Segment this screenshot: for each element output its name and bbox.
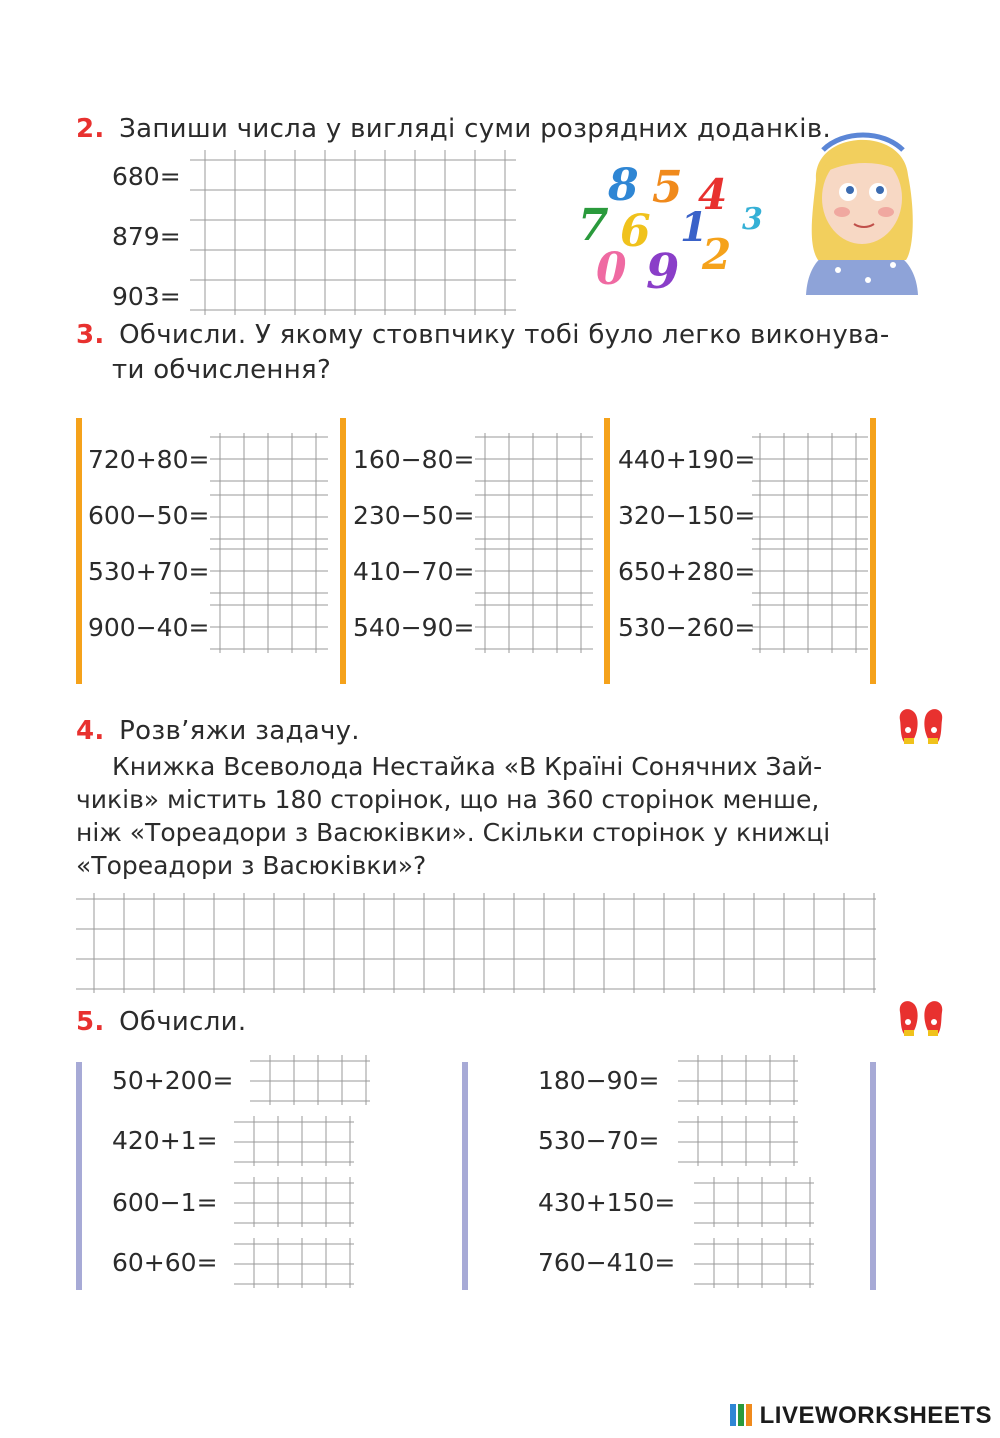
expression: 430+150= bbox=[538, 1188, 676, 1217]
task3-heading bbox=[76, 320, 890, 350]
digit-glyph: 7 bbox=[578, 200, 609, 251]
expression: 440+190= bbox=[618, 445, 756, 474]
expression: 410−70= bbox=[353, 557, 475, 586]
task4-text-line: чиків» містить 180 сторінок, що на 360 сторінок менше, bbox=[76, 785, 820, 814]
expression: 530+70= bbox=[88, 557, 210, 586]
mittens-icon bbox=[896, 998, 946, 1040]
task5-heading bbox=[76, 1007, 246, 1037]
column-divider bbox=[462, 1062, 468, 1290]
task2-row-label: 903= bbox=[112, 282, 181, 311]
task3-answer-input[interactable] bbox=[760, 440, 856, 474]
task3-number: 3. bbox=[76, 320, 105, 350]
task2-answer-input[interactable] bbox=[205, 280, 505, 314]
task4-problem-text bbox=[76, 750, 876, 882]
girl-illustration bbox=[798, 120, 923, 298]
digit-glyph: 3 bbox=[742, 202, 763, 237]
task2-row-label: 680= bbox=[112, 162, 181, 191]
task5-answer-input[interactable] bbox=[250, 1123, 348, 1159]
task5-answer-input[interactable] bbox=[710, 1184, 808, 1220]
expression: 60+60= bbox=[112, 1248, 218, 1277]
column-divider bbox=[870, 418, 876, 684]
digit-glyph: 6 bbox=[620, 206, 651, 257]
expression: 600−50= bbox=[88, 501, 210, 530]
task4-title: Розв’яжи задачу. bbox=[119, 716, 360, 746]
task3-answer-input[interactable] bbox=[485, 552, 581, 586]
column-divider bbox=[76, 1062, 82, 1290]
expression: 530−260= bbox=[618, 613, 756, 642]
expression: 600−1= bbox=[112, 1188, 218, 1217]
task2-heading bbox=[76, 114, 831, 144]
task5-answer-input[interactable] bbox=[710, 1245, 808, 1281]
expression: 320−150= bbox=[618, 501, 756, 530]
task5-answer-input[interactable] bbox=[694, 1123, 792, 1159]
task3-answer-input[interactable] bbox=[220, 552, 316, 586]
expression: 50+200= bbox=[112, 1066, 234, 1095]
expression: 420+1= bbox=[112, 1126, 218, 1155]
digit-glyph: 4 bbox=[698, 170, 728, 219]
task3-title-line2: ти обчислення? bbox=[112, 355, 332, 385]
task3-answer-input[interactable] bbox=[485, 608, 581, 642]
expression: 760−410= bbox=[538, 1248, 676, 1277]
task3-answer-input[interactable] bbox=[220, 496, 316, 530]
task5-answer-input[interactable] bbox=[250, 1245, 348, 1281]
task5-title: Обчисли. bbox=[119, 1007, 247, 1037]
task4-heading bbox=[76, 716, 360, 746]
digit-glyph: 8 bbox=[608, 160, 639, 211]
digit-glyph: 9 bbox=[646, 244, 680, 300]
expression: 530−70= bbox=[538, 1126, 660, 1155]
task2-row-label: 879= bbox=[112, 222, 181, 251]
expression: 540−90= bbox=[353, 613, 475, 642]
digit-glyph: 1 bbox=[680, 204, 708, 251]
task5-number: 5. bbox=[76, 1007, 105, 1037]
task4-number: 4. bbox=[76, 716, 105, 746]
column-divider bbox=[340, 418, 346, 684]
task3-answer-input[interactable] bbox=[485, 496, 581, 530]
task2-number: 2. bbox=[76, 114, 105, 144]
digits-illustration bbox=[570, 160, 770, 305]
expression: 900−40= bbox=[88, 613, 210, 642]
task4-text-line: ніж «Тореадори з Васюківки». Скільки сторінок у книжці bbox=[76, 818, 831, 847]
column-divider bbox=[604, 418, 610, 684]
task3-answer-input[interactable] bbox=[760, 608, 856, 642]
task5-answer-input[interactable] bbox=[694, 1062, 792, 1098]
task4-answer-input[interactable] bbox=[90, 935, 850, 975]
expression: 160−80= bbox=[353, 445, 475, 474]
task4-text-line: «Тореадори з Васюківки»? bbox=[76, 851, 427, 880]
task5-answer-input[interactable] bbox=[250, 1184, 348, 1220]
liveworksheets-logo-icon bbox=[730, 1404, 752, 1426]
column-divider bbox=[870, 1062, 876, 1290]
liveworksheets-brand: LIVEWORKSHEETS bbox=[759, 1402, 992, 1429]
mittens-icon bbox=[896, 706, 946, 748]
digit-glyph: 0 bbox=[596, 244, 627, 295]
liveworksheets-logo bbox=[730, 1402, 992, 1430]
task4-text-line: Книжка Всеволода Нестайка «В Країні Сонячних Зай- bbox=[112, 752, 823, 781]
task3-answer-input[interactable] bbox=[760, 496, 856, 530]
task3-title-line1: Обчисли. У якому стовпчику тобі було легко виконува- bbox=[119, 320, 890, 350]
task2-answer-input[interactable] bbox=[205, 220, 505, 254]
expression: 720+80= bbox=[88, 445, 210, 474]
expression: 180−90= bbox=[538, 1066, 660, 1095]
task5-answer-input[interactable] bbox=[266, 1062, 364, 1098]
digit-glyph: 2 bbox=[702, 230, 732, 279]
expression: 650+280= bbox=[618, 557, 756, 586]
digit-glyph: 5 bbox=[652, 162, 683, 213]
task3-answer-input[interactable] bbox=[220, 608, 316, 642]
expression: 230−50= bbox=[353, 501, 475, 530]
task3-answer-input[interactable] bbox=[760, 552, 856, 586]
column-divider bbox=[76, 418, 82, 684]
task2-title: Запиши числа у вигляді суми розрядних доданків. bbox=[119, 114, 832, 144]
task3-answer-input[interactable] bbox=[220, 440, 316, 474]
task2-answer-input[interactable] bbox=[205, 160, 505, 194]
task3-answer-input[interactable] bbox=[485, 440, 581, 474]
